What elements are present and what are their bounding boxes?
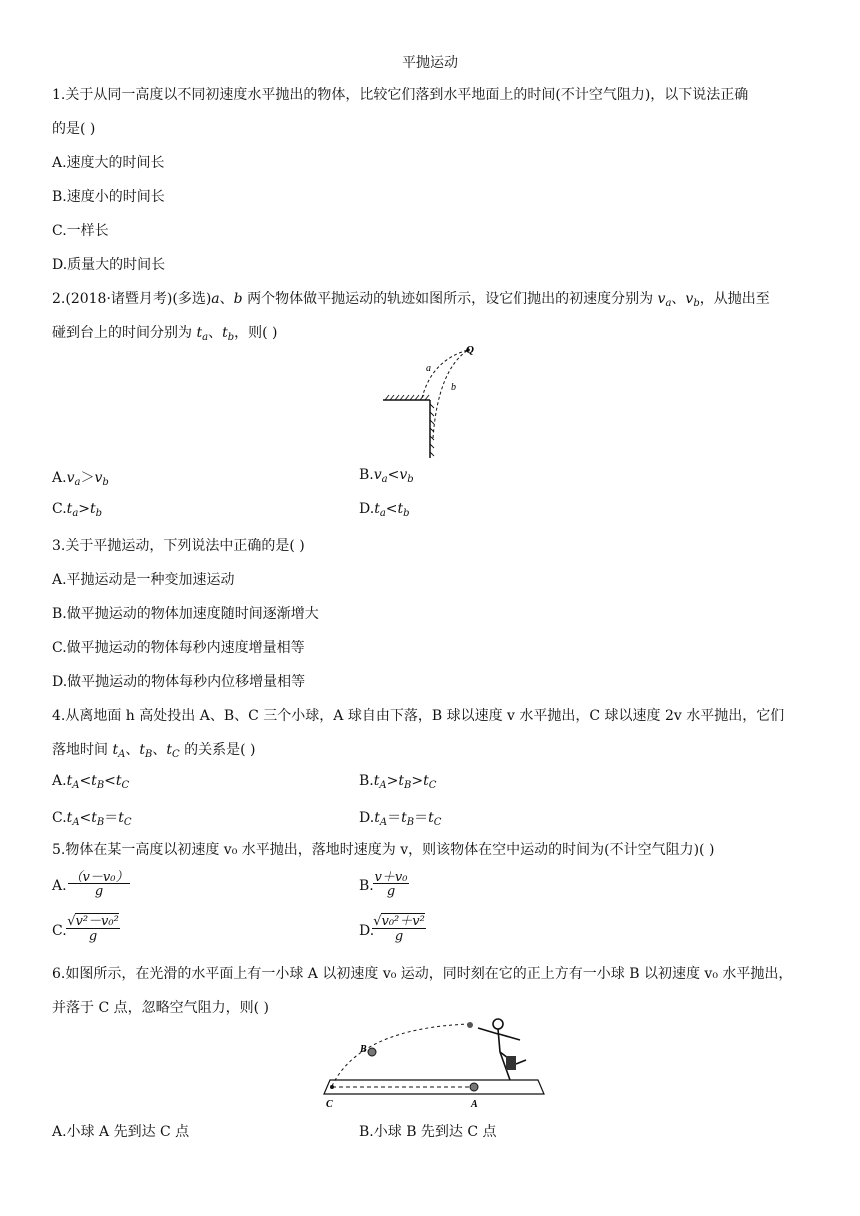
q4-option-d: $D.t_A=t_B=t_C$ bbox=[359, 810, 442, 828]
q5-option-a-label: A. bbox=[52, 878, 67, 894]
sqrt-sign: √ bbox=[67, 914, 76, 929]
q2-option-c: $C.t_a>t_b$ bbox=[52, 501, 103, 519]
q2-option-d: $D.t_a<t_b$ bbox=[359, 501, 410, 519]
q5-option-c-fraction bbox=[66, 910, 120, 946]
q2-option-a: $A.v_a>v_b$ bbox=[52, 470, 109, 488]
q1-stem-line1: 1.关于从同一高度以不同初速度水平抛出的物体，比较它们落到水平地面上的时间(不计空气阻力)，以下说法正确 bbox=[52, 87, 749, 103]
q3-option-c: C.做平抛运动的物体每秒内速度增量相等 bbox=[52, 640, 305, 656]
q4-option-a: $A.t_A<t_B<t_C$ bbox=[52, 773, 130, 791]
q5-option-d-denominator: g bbox=[372, 928, 426, 946]
q5-option-c-numerator: √v²－v₀² bbox=[67, 914, 119, 929]
q6-fig-label-c: C bbox=[326, 1099, 333, 1110]
q5-option-a-fraction bbox=[68, 866, 130, 901]
q5-stem: 5.物体在某一高度以初速度 v₀ 水平抛出，落地时速度为 v，则该物体在空中运动的时间为(不计空气阻力)( ) bbox=[52, 842, 715, 858]
q1-option-a: A.速度大的时间长 bbox=[52, 155, 165, 171]
q5-option-b-denominator: g bbox=[373, 883, 409, 901]
q4-stem-line2: 落地时间 $t_A$、$t_B$、$t_C$ 的关系是( ) bbox=[52, 742, 256, 760]
person-figure bbox=[478, 1019, 526, 1080]
q6-option-a: A.小球 A 先到达 C 点 bbox=[52, 1124, 190, 1140]
q6-fig-label-a: A bbox=[471, 1099, 478, 1110]
q2-option-b: $B.v_a<v_b$ bbox=[359, 467, 414, 485]
q6-option-b: B.小球 B 先到达 C 点 bbox=[359, 1124, 497, 1140]
q5-option-a-numerator: （v－v₀） bbox=[69, 870, 129, 885]
q3-option-a: A.平抛运动是一种变加速运动 bbox=[52, 572, 235, 588]
q6-fig-label-b: B bbox=[360, 1044, 367, 1055]
q5-option-a-denominator: g bbox=[68, 883, 130, 901]
q4-option-c: $C.t_A<t_B=t_C$ bbox=[52, 810, 132, 828]
q4-option-b: $B.t_A>t_B>t_C$ bbox=[359, 773, 437, 791]
q5-option-d-numerator: √v₀²＋v² bbox=[373, 914, 425, 929]
q5-option-d-fraction bbox=[372, 910, 426, 946]
q3-option-d: D.做平抛运动的物体每秒内位移增量相等 bbox=[52, 674, 306, 690]
q2-fig-label-q: Q bbox=[466, 344, 474, 356]
q6-projectile-figure bbox=[320, 1016, 560, 1112]
q6-stem-line1: 6.如图所示，在光滑的水平面上有一小球 A 以初速度 v₀ 运动，同时刻在它的正上方有一小球 B 以初速度 v₀ 水平抛出， bbox=[52, 966, 793, 982]
sqrt-sign: √ bbox=[373, 914, 382, 929]
q2-stem-line1: 2.(2018·诸暨月考)(多选)a、b 两个物体做平抛运动的轨迹如图所示，设它们抛出的初速度分别为 $v_a$、$v_b$，从抛出至 bbox=[52, 291, 770, 309]
q2-fig-label-a: a bbox=[426, 363, 431, 374]
q5-option-b-numerator: v＋v₀ bbox=[374, 870, 408, 885]
q2-trajectory-figure bbox=[380, 342, 490, 462]
q3-option-b: B.做平抛运动的物体加速度随时间逐渐增大 bbox=[52, 606, 319, 622]
q1-stem-line2: 的是( ) bbox=[52, 121, 96, 137]
q1-option-b: B.速度小的时间长 bbox=[52, 189, 165, 205]
q5-option-d-label: D. bbox=[359, 923, 375, 939]
q6-stem-line2: 并落于 C 点，忽略空气阻力，则( ) bbox=[52, 1000, 269, 1016]
q5-option-b-fraction bbox=[373, 866, 409, 901]
q2-stem-line2: 碰到台上的时间分别为 $t_a$、$t_b$，则( ) bbox=[52, 325, 278, 343]
q4-stem-line1: 4.从离地面 h 高处投出 A、B、C 三个小球，A 球自由下落，B 球以速度 v 水平抛出，C 球以速度 2v 水平抛出，它们 bbox=[52, 708, 785, 724]
q1-option-c: C.一样长 bbox=[52, 223, 109, 239]
q5-option-c-denominator: g bbox=[66, 928, 120, 946]
q5-option-c-label: C. bbox=[52, 923, 67, 939]
q2-fig-label-b: b bbox=[451, 382, 456, 393]
q5-option-b-label: B. bbox=[359, 878, 374, 894]
page-title: 平抛运动 bbox=[402, 55, 458, 71]
q1-option-d: D.质量大的时间长 bbox=[52, 257, 166, 273]
q3-stem: 3.关于平抛运动，下列说法中正确的是( ) bbox=[52, 538, 305, 554]
